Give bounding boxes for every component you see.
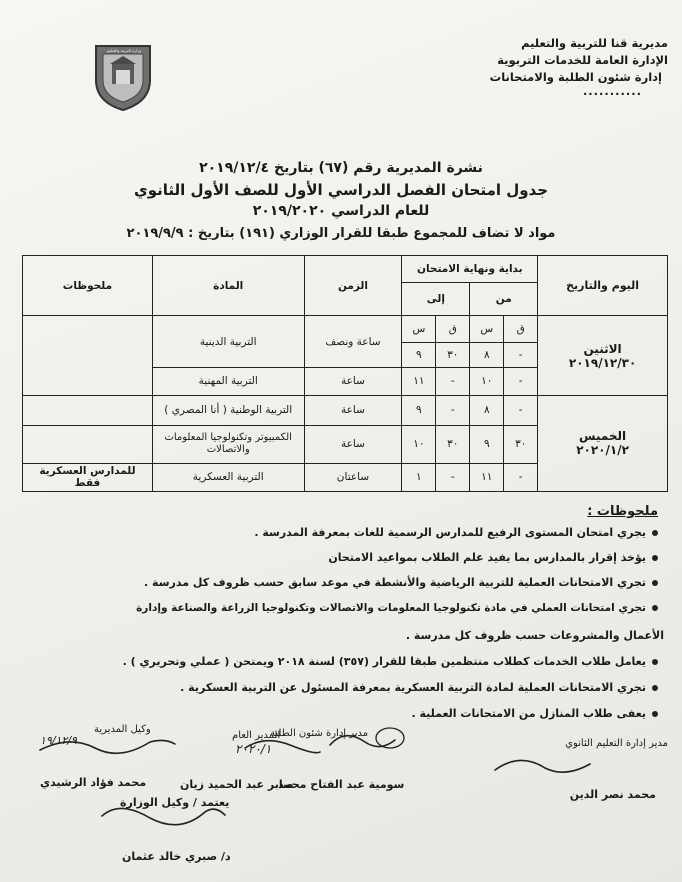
table-row-from-q: ٣٠ — [504, 425, 538, 463]
table-row-from-q: - — [504, 463, 538, 491]
header-from-s: س — [470, 316, 504, 343]
table-row-to-q: ٣٠ — [436, 425, 470, 463]
header-general-admin: الإدارة العامة للخدمات التربوية — [497, 53, 668, 67]
table-row-to-q: - — [436, 395, 470, 425]
table-row-duration: ساعة — [304, 367, 402, 395]
header-directorate: مديرية قنا للتربية والتعليم — [521, 36, 668, 50]
signature-title-deputy: وكيل المديرية — [94, 724, 151, 735]
table-row-from-s: ١١ — [470, 463, 504, 491]
table-row-to-q: ٣٠ — [436, 343, 470, 368]
day-name: الخميس — [578, 429, 627, 444]
table-row-subject: الكمبيوتر وتكنولوجيا المعلومات والاتصالات — [152, 425, 304, 463]
header-from: من — [470, 282, 538, 316]
table-row-from-s: ٨ — [470, 343, 504, 368]
signature-name-general-director: صابر عبد الحميد زيان — [180, 778, 294, 791]
header-from-q: ق — [504, 316, 538, 343]
list-item: يجري امتحان المستوى الرفيع للمدارس الرسمية للغات بمعرفة المدرسة . — [254, 526, 658, 539]
table-row-from-s: ١٠ — [470, 367, 504, 395]
logo-text: وزارة التربية والتعليم — [106, 48, 142, 53]
table-row-from-q: - — [504, 343, 538, 368]
signature-name-students: سومية عبد الفتاح محمد — [278, 778, 405, 791]
table-row-to-q: - — [436, 463, 470, 491]
table-row-to-s: ٩ — [402, 395, 436, 425]
handwritten-number: ١٩/١٢/٩ — [40, 734, 77, 747]
table-row-from-s: ٨ — [470, 395, 504, 425]
table-row-to-s: ١٠ — [402, 425, 436, 463]
list-item: يعامل طلاب الخدمات كطلاب منتظمين طبقا للقرار (٣٥٧) لسنة ٢٠١٨ ويمتحن ( عملي وتحريري ) . — [123, 655, 658, 668]
table-row-to-s: ٩ — [402, 343, 436, 368]
header-time-range: بداية ونهاية الامتحان — [402, 256, 538, 283]
header-to-q: ق — [436, 316, 470, 343]
table-row-duration: ساعة — [304, 425, 402, 463]
table-row-to-s: ١١ — [402, 367, 436, 395]
day-date: ٢٠١٩/١٢/٣٠ — [568, 355, 637, 370]
table-row-to-s: ١ — [402, 463, 436, 491]
header-subject: المادة — [152, 256, 304, 316]
table-row-note: للمدارس العسكرية فقط — [23, 463, 153, 491]
signature-title-students: مدير إدارة شئون الطلبة — [270, 728, 369, 739]
table-row-from-s: ٩ — [470, 425, 504, 463]
table-row-from-q: - — [504, 395, 538, 425]
header-to-s: س — [402, 316, 436, 343]
table-row-subject: التربية المهنية — [152, 367, 304, 395]
list-item-continuation: الأعمال والمشروعات حسب ظروف كل مدرسة . — [405, 629, 664, 642]
list-item: يعفى طلاب المنازل من الامتحانات العملية . — [411, 707, 658, 720]
signature-title-secondary: مدير إدارة التعليم الثانوي — [565, 738, 668, 749]
header-notes: ملحوظات — [23, 256, 153, 316]
header-day: اليوم والتاريخ — [538, 256, 668, 316]
handwritten-date: ٢٠٢٠/١ — [235, 742, 272, 756]
header-dots: ........... — [582, 84, 642, 98]
table-row-subject: التربية الدينية — [152, 316, 304, 367]
list-item: تجري الامتحانات العملية لمادة التربية العسكرية بمعرفة المسئول عن التربية العسكرية . — [180, 681, 658, 694]
schedule-title: جدول امتحان الفصل الدراسي الأول للصف الأول الثانوي — [133, 181, 549, 199]
approval-title: يعتمد / وكيل الوزارة — [120, 796, 230, 809]
table-row-to-q: - — [436, 367, 470, 395]
approval-name: د/ صبري خالد عثمان — [122, 850, 231, 863]
table-row-subject: التربية الوطنية ( أنا المصري ) — [152, 395, 304, 425]
table-row-duration: ساعة — [304, 395, 402, 425]
notes-heading: ملحوظات : — [587, 504, 658, 519]
header-exams-admin: إدارة شئون الطلبة والامتحانات — [489, 70, 662, 84]
subjects-title: مواد لا تضاف للمجموع طبقا للقرار الوزاري (١٩١) بتاريخ : ٢٠١٩/٩/٩ — [126, 226, 556, 241]
table-row-duration: ساعة ونصف — [304, 316, 402, 367]
table-row-duration: ساعتان — [304, 463, 402, 491]
header-duration: الزمن — [304, 256, 402, 316]
signature-name-secondary: محمد نصر الدين — [569, 788, 656, 801]
signature-name-deputy: محمد فؤاد الرشيدي — [40, 776, 147, 789]
header-to: إلى — [402, 282, 470, 316]
year-title: للعام الدراسي ٢٠١٩/٢٠٢٠ — [252, 203, 430, 219]
day-date: ٢٠٢٠/١/٢ — [576, 443, 629, 458]
list-item: يؤخذ إقرار بالمدارس بما يفيد علم الطلاب بمواعيد الامتحان — [328, 551, 658, 564]
day-name: الاثنين — [583, 341, 622, 356]
table-row-from-q: - — [504, 367, 538, 395]
table-row-subject: التربية العسكرية — [152, 463, 304, 491]
bulletin-title: نشرة المديرية رقم (٦٧) بتاريخ ٢٠١٩/١٢/٤ — [199, 160, 483, 176]
list-item: تجري الامتحانات العملية للتربية الرياضية والأنشطة في موعد سابق حسب ظروف كل مدرسة . — [144, 576, 658, 589]
signature-title-general-director: المدير العام — [232, 730, 281, 741]
list-item: تجري امتحانات العملي في مادة تكنولوجيا المعلومات والاتصالات وتكنولوجيا الزراعة والصناعة وإدارة — [136, 602, 658, 614]
stamp-circle-icon — [376, 728, 404, 748]
